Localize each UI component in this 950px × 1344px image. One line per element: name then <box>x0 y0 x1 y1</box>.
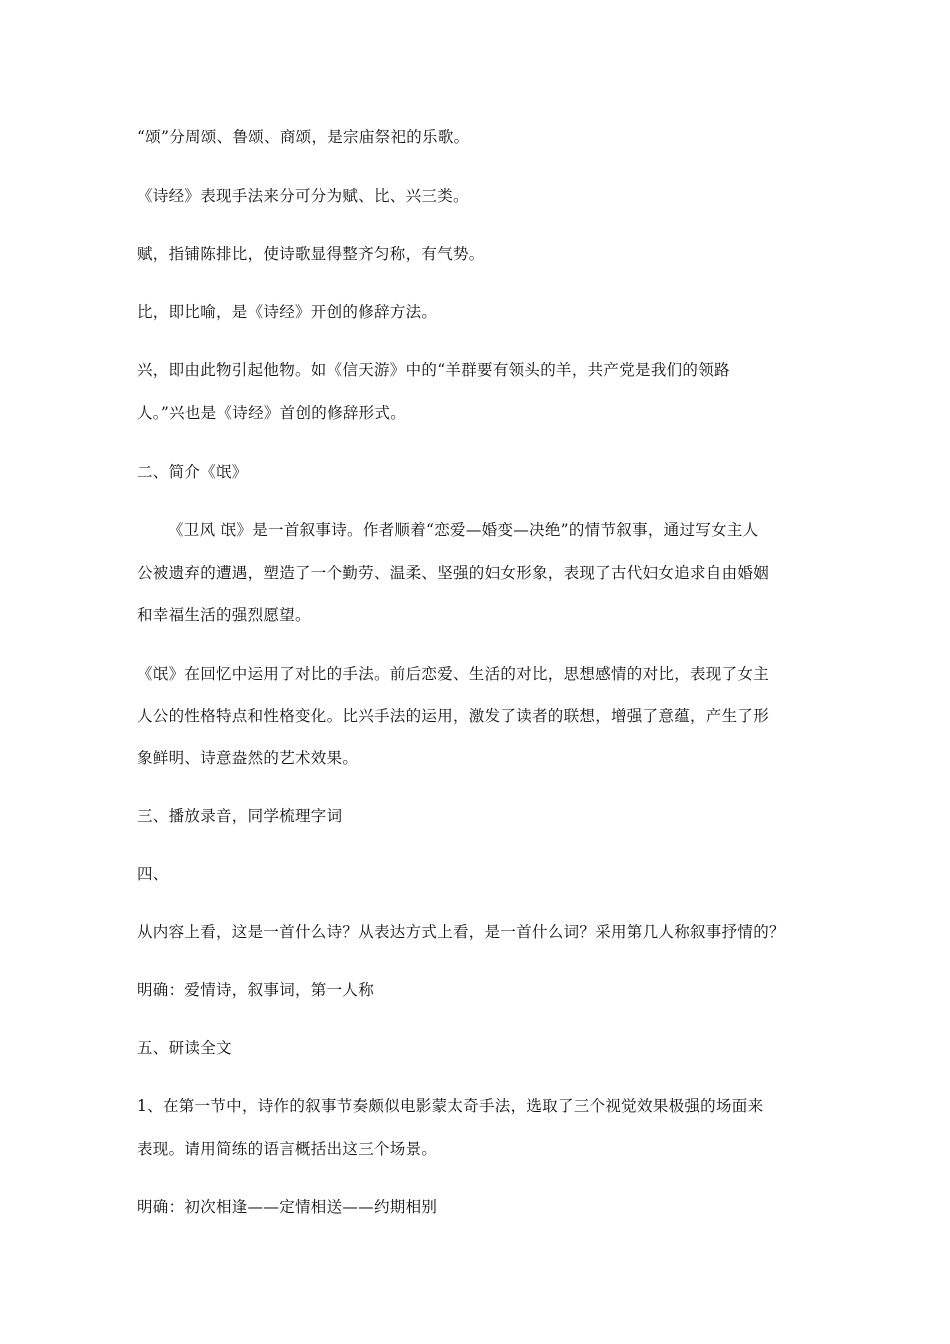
question-2-line1: 1、在第一节中，诗作的叙事节奏颇似电影蒙太奇手法，选取了三个视觉效果极强的场面来 <box>137 1097 764 1115</box>
paragraph-contrast-line2: 人公的性格特点和性格变化。比兴手法的运用，激发了读者的联想，增强了意蕴，产生了形 <box>137 707 770 725</box>
section-heading-2: 二、简介《氓》 <box>137 463 248 481</box>
section-heading-3: 三、播放录音，同学梳理字词 <box>137 807 343 825</box>
paragraph-xing-line2: 人。”兴也是《诗经》首创的修辞形式。 <box>137 404 407 422</box>
paragraph-contrast-line3: 象鲜明、诗意盎然的艺术效果。 <box>137 749 359 767</box>
section-heading-5: 五、研读全文 <box>137 1039 232 1057</box>
answer-1: 明确：爱情诗，叙事词，第一人称 <box>137 981 375 999</box>
section-heading-4: 四、 <box>137 865 169 883</box>
answer-2: 明确：初次相逢——定情相送——约期相别 <box>137 1198 438 1216</box>
paragraph-techniques: 《诗经》表现手法来分可分为赋、比、兴三类。 <box>137 187 469 205</box>
paragraph-intro-line1: 《卫风 氓》是一首叙事诗。作者顺着“恋爱—婚变—决绝”的情节叙事，通过写女主人 <box>168 521 759 539</box>
paragraph-song-definition: “颂”分周颂、鲁颂、商颂，是宗庙祭祀的乐歌。 <box>137 128 470 146</box>
paragraph-intro-line3: 和幸福生活的强烈愿望。 <box>137 606 311 624</box>
paragraph-fu: 赋，指铺陈排比，使诗歌显得整齐匀称，有气势。 <box>137 245 485 263</box>
paragraph-intro-line2: 公被遗弃的遭遇，塑造了一个勤劳、温柔、坚强的妇女形象，表现了古代妇女追求自由婚姻 <box>137 564 770 582</box>
question-2-line2: 表现。请用简练的语言概括出这三个场景。 <box>137 1140 438 1158</box>
paragraph-contrast-line1: 《氓》在回忆中运用了对比的手法。前后恋爱、生活的对比，思想感情的对比，表现了女主 <box>137 665 770 683</box>
question-1: 从内容上看，这是一首什么诗？从表达方式上看，是一首什么词？采用第几人称叙事抒情的？ <box>137 923 785 941</box>
paragraph-bi: 比，即比喻，是《诗经》开创的修辞方法。 <box>137 303 438 321</box>
paragraph-xing-line1: 兴，即由此物引起他物。如《信天游》中的“羊群要有领头的羊，共产党是我们的领路 <box>137 361 730 379</box>
